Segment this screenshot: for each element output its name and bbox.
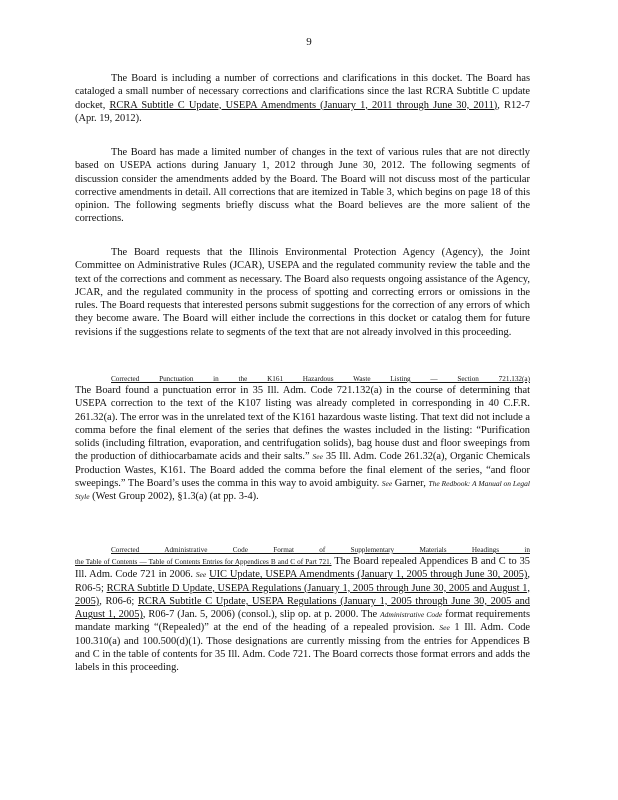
citation: UIC Update, USEPA Amendments (January 1, 2005 through June 30, 2005) xyxy=(209,569,528,581)
section-text: , R06-6; xyxy=(99,595,138,607)
section-text: The Board found a punctuation error in 35 Ill. Adm. Code 721.132(a) in the course of determining that USEPA correction to the text of the K107 listing was already completed in corresponding in 40 C.F.R. 261.32(a). The error was in the unrelated text of the K161 hazardous waste listing. That text did not include a comma before the final element of the series that defines the wastes included in the listing: “Purification solids (including filtration, evaporation, and centrifugation solids), bag house dust and floor sweepings from the production of dithiocarbamate acids and their salts.” xyxy=(75,385,530,463)
page-number: 9 xyxy=(306,36,312,48)
section-text: (West Group 2002), §1.3(a) (at pp. 3-4). xyxy=(89,491,259,503)
section-corrected-format xyxy=(75,545,530,675)
section-text: The Board repealed Appendices B and C to 35 Ill. Adm. Code 721 in 2006. xyxy=(75,556,530,581)
citation: RCRA Subtitle D Update, USEPA Regulations (January 1, 2005 through June 30, 2005 and August 1, 2005) xyxy=(75,582,531,607)
code-name: Administrative Code xyxy=(380,610,443,620)
section-text: format requirements mandate marking “(Repealed)” at the end of the heading of a repealed provision. xyxy=(75,609,530,634)
signal-see: See xyxy=(439,623,450,633)
paragraph-text: , R12-7 (Apr. 19, 2012). xyxy=(75,99,530,124)
paragraph-board-changes: The Board has made a limited number of changes in the text of various rules that are not directly based on USEPA actions during January 1, 2012 through June 30, 2012. The following segments of discussion consider the amendments added by the Board. The Board will not discuss most of the particular corrective amendments in detail. All corrections that are itemized in Table 3, which begins on page 18 of this opinion. The following segments briefly discuss what the Board believes are the more salient of the corrections. xyxy=(75,147,530,225)
section-text: , R06-5; xyxy=(75,569,530,594)
section-heading-line-1: Corrected Administrative Code Format of Supplementary Materials Headings in xyxy=(111,546,530,554)
paragraph-text: The Board is including a number of corrections and clarifications in this docket. The Board has cataloged a small number of necessary corrections and clarifications since the last RCRA Subtitle C update docket, xyxy=(75,73,530,111)
section-text: Garner, xyxy=(392,478,429,490)
signal-see: See xyxy=(195,570,207,580)
section-text: 1 Ill. Adm. Code 100.310(a) and 100.500(d)(1). Those designations are currently missing from the entries for Appendices B and C in the table of contents for 35 Ill. Adm. Code 721. The Board corrects those format errors and adds the labels in this proceeding. xyxy=(75,622,531,674)
section-corrected-punctuation xyxy=(75,374,530,504)
paragraph-corrections-intro xyxy=(75,72,530,125)
section-heading-line-2: the Table of Contents — Table of Contents Entries for Appendices B and C of Part 721. xyxy=(75,558,332,566)
signal-see: See xyxy=(381,479,393,489)
book-title: The Redbook: A Manual on Legal Style xyxy=(75,479,531,502)
citation: RCRA Subtitle C Update, USEPA Regulations (January 1, 2005 through June 30, 2005 and August 1, 2005) xyxy=(75,595,530,621)
section-text: 35 Ill. Adm. Code 261.32(a), Organic Chemicals Production Wastes, K161. The Board added the comma before the final element of the series, “and floor sweepings.” The Board’s uses the comma in this way to avoid ambiguity. xyxy=(75,451,530,490)
section-heading: Corrected Punctuation in the K161 Hazardous Waste Listing — Section 721.132(a) xyxy=(111,375,530,383)
section-text: , R06-7 (Jan. 5, 2006) (consol.), slip op. at p. 2000. The xyxy=(142,609,381,621)
signal-see: See xyxy=(312,452,323,462)
citation: RCRA Subtitle C Update, USEPA Amendments (January 1, 2011 through June 30, 2011) xyxy=(109,99,498,111)
paragraph-board-requests: The Board requests that the Illinois Environmental Protection Agency (Agency), the Joint Committee on Administrative Rules (JCAR), USEPA and the regulated community review the table and the text of the corrections and comment as necessary. The Board also requests ongoing assistance of the Agency, JCAR, and the regulated community in the process of spotting and correcting errors or omissions in the rules. The Board requests that interested persons submit suggestions for the correction of any errors of which they become aware. The Board will either include the corrections in this docket or catalog them for future revisions if the suggestions relate to segments of the text that are not already involved in this proceeding. xyxy=(75,247,530,338)
